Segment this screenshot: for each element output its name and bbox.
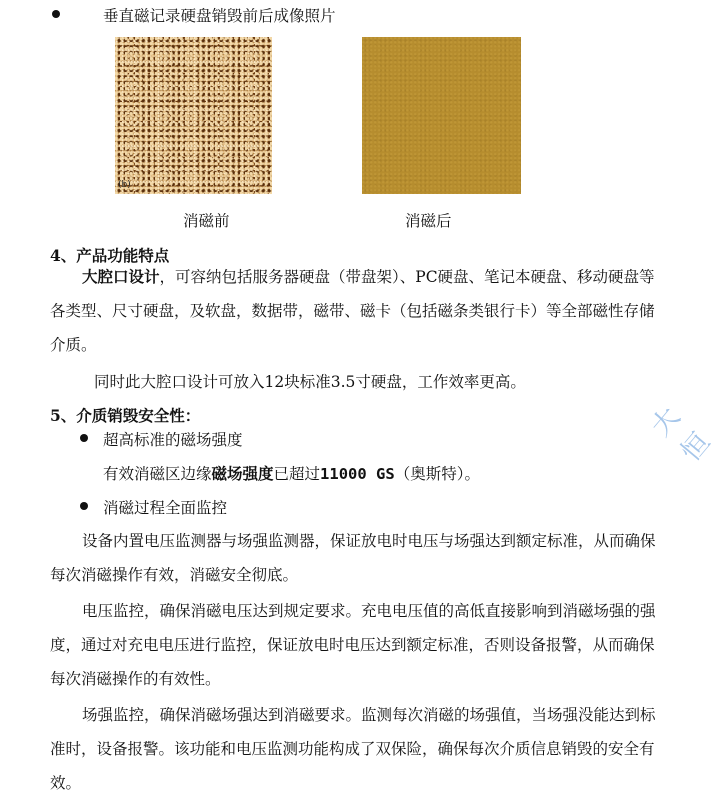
section4-paragraph-1-text: ，可容纳包括服务器硬盘（带盘架）、PC硬盘、笔记本硬盘、移动硬盘等各类型、尺寸硬盘，及软盘，数据带，磁带、磁卡（包括磁条类银行卡）等全部磁性存储介质。: [50, 268, 655, 354]
bullet-dot: [80, 502, 88, 510]
monitoring-paragraph-b: 电压监控，确保消磁电压达到规定要求。充电电压值的高低直接影响到消磁场强的强度，通过对充电电压进行监控，保证放电时电压达到额定标准，否则设备报警，从而确保每次消磁操作的有效性。: [50, 602, 656, 688]
bullet-process-monitoring: 消磁过程全面监控: [103, 499, 228, 517]
section4-paragraph-1: [50, 260, 662, 362]
after-degauss-image: [362, 37, 521, 194]
magnetic-strength-text: [103, 462, 480, 484]
bullet-dot: [80, 434, 88, 442]
before-degauss-image: [115, 37, 272, 194]
strength-text-b: 已超过: [273, 465, 321, 483]
images-heading: 垂直磁记录硬盘销毁前后成像照片: [103, 7, 336, 25]
section4-paragraph-2: 同时此大腔口设计可放入12块标准3.5寸硬盘，工作效率更高。: [94, 373, 526, 391]
section4-bold-term: 大腔口设计: [82, 267, 160, 286]
bullet-dot: [52, 10, 60, 18]
monitoring-paragraph-c: 场强监控，确保消磁场强达到消磁要求。监测每次消磁的场强值，当场强没能达到标准时，设备报警。该功能和电压监测功能构成了双保险，确保每次介质信息销毁的安全有效。: [50, 706, 656, 792]
image-label: (b): [118, 180, 131, 190]
strength-value: 11000 GS: [320, 465, 395, 483]
strength-text-bold: 磁场强度: [211, 464, 274, 483]
strength-text-a: 有效消磁区边缘: [103, 465, 212, 483]
section5-heading: 5、介质销毁安全性：: [50, 406, 201, 425]
before-caption: 消磁前: [183, 212, 230, 230]
watermark: 大恒: [645, 400, 718, 468]
after-caption: 消磁后: [405, 212, 452, 230]
strength-unit: （奥斯特）。: [394, 465, 480, 483]
section4-heading: 4、产品功能特点: [50, 246, 170, 265]
bullet-magnetic-strength: 超高标准的磁场强度: [103, 431, 243, 449]
monitoring-paragraph-a: 设备内置电压监测器与场强监测器，保证放电时电压与场强达到额定标准，从而确保每次消磁操作有效，消磁安全彻底。: [50, 532, 656, 584]
